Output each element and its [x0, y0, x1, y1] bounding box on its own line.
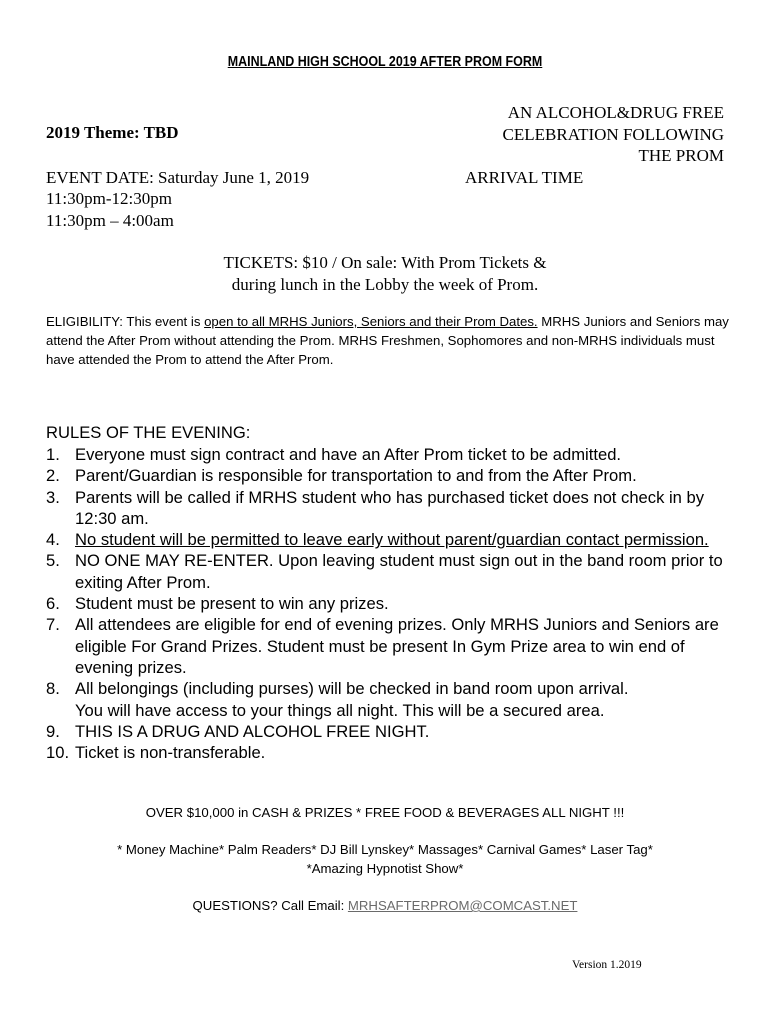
rule-text: THIS IS A DRUG AND ALCOHOL FREE NIGHT.	[75, 721, 430, 741]
alcohol-free-notice	[424, 102, 724, 167]
arrival-time-label: ARRIVAL TIME	[465, 168, 584, 187]
tickets-info	[0, 252, 770, 295]
notice-line-1: AN ALCOHOL&DRUG FREE	[507, 103, 724, 122]
rule-number: 3.	[46, 487, 60, 507]
event-date: EVENT DATE: Saturday June 1, 2019	[46, 168, 310, 187]
rule-number: 7.	[46, 615, 60, 635]
eligibility-underlined: open to all MRHS Juniors, Seniors and their Prom Dates.	[204, 314, 538, 329]
eligibility-prefix: ELIGIBILITY: This event is	[46, 314, 205, 329]
eligibility-paragraph	[46, 312, 736, 369]
event-time-1: 11:30pm-12:30pm	[46, 189, 172, 208]
eligibility-suffix: MRHS Juniors and Seniors may attend the After Prom without attending the Prom. MRHS Freshmen, Sophomores and non-MRHS individuals must have attended the Prom to attend the After Prom.	[46, 314, 729, 367]
version-label: Version 1.2019	[572, 959, 642, 971]
event-time-2: 11:30pm – 4:00am	[46, 211, 174, 230]
rule-number: 4.	[46, 530, 60, 550]
theme-line: 2019 Theme: TBD	[46, 123, 179, 142]
rule-number: 10.	[46, 743, 70, 763]
activities-list	[0, 840, 770, 878]
rule-number: 1.	[46, 445, 60, 464]
notice-line-3: THE PROM	[638, 146, 724, 165]
rules-heading: RULES OF THE EVENING:	[46, 423, 251, 442]
rule-item	[46, 465, 736, 486]
rule-number: 6.	[46, 594, 60, 614]
rule-item	[46, 550, 736, 593]
rule-number: 2.	[46, 466, 60, 486]
rule-item	[46, 529, 736, 550]
rule-item	[46, 742, 736, 763]
rule-text: All attendees are eligible for end of evening prizes. Only MRHS Juniors and Seniors are eligible For Grand Prizes. Student must be present In Gym Prize area to win end of evening prizes.	[75, 615, 719, 677]
rule-item-continuation	[46, 700, 736, 721]
questions-label: QUESTIONS? Call Email:	[192, 898, 348, 913]
page-title: MAINLAND HIGH SCHOOL 2019 AFTER PROM FORM	[227, 54, 543, 70]
rule-text: Everyone must sign contract and have an After Prom ticket to be admitted.	[75, 445, 622, 464]
rule-text: Parents will be called if MRHS student who has purchased ticket does not check in by 12:30 am.	[75, 487, 705, 528]
rule-item	[46, 444, 736, 465]
rule-text: Parent/Guardian is responsible for transportation to and from the After Prom.	[75, 466, 637, 486]
rule-number: 9.	[46, 721, 60, 741]
rules-list	[46, 444, 736, 763]
rule-text: You will have access to your things all night. This will be a secured area.	[75, 700, 605, 720]
rule-text: Student must be present to win any prizes.	[75, 594, 389, 614]
prizes-banner: OVER $10,000 in CASH & PRIZES * FREE FOOD & BEVERAGES ALL NIGHT !!!	[145, 805, 625, 820]
rule-text: All belongings (including purses) will be checked in band room upon arrival.	[75, 679, 629, 699]
tickets-line-2: during lunch in the Lobby the week of Prom.	[231, 274, 539, 294]
rule-text: NO ONE MAY RE-ENTER. Upon leaving student must sign out in the band room prior to exiting After Prom.	[75, 551, 723, 592]
rule-text: Ticket is non-transferable.	[75, 743, 266, 763]
rule-item	[46, 487, 736, 530]
rule-text: No student will be permitted to leave early without parent/guardian contact permission.	[75, 530, 709, 550]
notice-line-2: CELEBRATION FOLLOWING	[502, 124, 724, 144]
tickets-line-1: TICKETS: $10 / On sale: With Prom Tickets &	[223, 253, 547, 272]
rule-item	[46, 721, 736, 742]
rule-number: 8.	[46, 679, 60, 699]
rule-item	[46, 614, 736, 678]
rule-item	[46, 678, 736, 699]
rule-item	[46, 593, 736, 614]
activities-line-1: * Money Machine* Palm Readers* DJ Bill Lynskey* Massages* Carnival Games* Laser Tag*	[117, 842, 653, 857]
rule-number: 5.	[46, 551, 60, 571]
contact-email-link[interactable]: MRHSAFTERPROM@COMCAST.NET	[347, 898, 578, 913]
activities-line-2: *Amazing Hypnotist Show*	[306, 861, 464, 876]
questions-line	[0, 896, 770, 915]
